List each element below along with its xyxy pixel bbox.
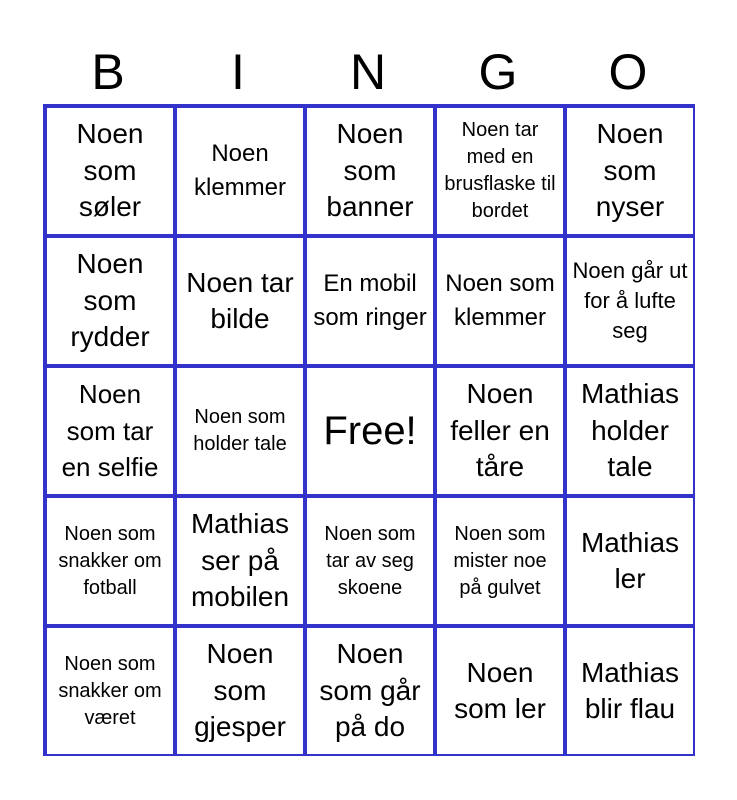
bingo-cell-label: Noen som søler — [76, 118, 144, 223]
bingo-cell-label: Noen som snakker om fotball — [58, 522, 162, 599]
bingo-cell[interactable] — [45, 626, 175, 756]
bingo-cell[interactable] — [45, 366, 175, 496]
bingo-cell[interactable] — [45, 236, 175, 366]
bingo-cell-label: Noen som rydder — [70, 248, 150, 353]
bingo-cell[interactable] — [435, 366, 565, 496]
bingo-cell[interactable] — [45, 106, 175, 236]
bingo-cell[interactable] — [435, 496, 565, 626]
bingo-cell[interactable] — [305, 106, 435, 236]
bingo-cell-label: Noen tar bilde — [186, 266, 294, 334]
bingo-cell-label: Noen som snakker om været — [58, 652, 162, 729]
bingo-cell[interactable] — [45, 496, 175, 626]
bingo-cell-label: Noen som klemmer — [445, 270, 555, 331]
bingo-cell[interactable] — [565, 106, 695, 236]
bingo-cell-label: En mobil som ringer — [313, 270, 427, 331]
bingo-cell-label: Noen tar med en brusflaske til bordet — [444, 119, 556, 222]
header-letter-n: N — [349, 44, 387, 100]
header-letter-g: G — [478, 44, 518, 100]
bingo-cell-label: Mathias ler — [580, 526, 680, 594]
bingo-cell[interactable] — [305, 236, 435, 366]
bingo-cell-label: Free! — [323, 409, 417, 453]
bingo-cell-label: Noen klemmer — [193, 140, 286, 201]
header-letter-i: I — [231, 44, 245, 100]
free-cell[interactable] — [305, 366, 435, 496]
bingo-cell[interactable] — [565, 496, 695, 626]
bingo-cell-label: Mathias ser på mobilen — [190, 508, 290, 613]
bingo-cell[interactable] — [305, 626, 435, 756]
bingo-cell[interactable] — [565, 236, 695, 366]
bingo-cell-label: Noen som ler — [454, 656, 546, 724]
bingo-cell[interactable] — [435, 236, 565, 366]
bingo-cell-label: Mathias holder tale — [580, 378, 680, 483]
bingo-cell[interactable] — [175, 626, 305, 756]
bingo-header — [43, 40, 695, 104]
bingo-cell[interactable] — [175, 496, 305, 626]
bingo-cell-label: Noen går ut for å lufte seg — [572, 258, 688, 343]
bingo-cell[interactable] — [435, 626, 565, 756]
header-letter-b: B — [91, 44, 125, 100]
bingo-cell-label: Noen som mister noe på gulvet — [453, 522, 547, 599]
bingo-cell[interactable] — [565, 366, 695, 496]
bingo-cell[interactable] — [565, 626, 695, 756]
bingo-cell[interactable] — [435, 106, 565, 236]
bingo-cell[interactable] — [175, 236, 305, 366]
bingo-cell-label: Noen som banner — [326, 118, 414, 223]
bingo-cell-label: Noen feller en tåre — [450, 378, 550, 483]
bingo-cell-label: Noen som tar en selfie — [61, 379, 159, 483]
bingo-cell-label: Noen som tar av seg skoene — [324, 522, 416, 599]
bingo-cell-label: Noen som nyser — [595, 118, 665, 223]
bingo-cell-label: Noen som gjesper — [194, 638, 286, 743]
bingo-cell[interactable] — [175, 106, 305, 236]
bingo-cell-label: Noen som går på do — [319, 638, 421, 743]
bingo-cell[interactable] — [305, 496, 435, 626]
bingo-cell-label: Mathias blir flau — [580, 656, 680, 724]
header-letter-o: O — [608, 44, 648, 100]
bingo-grid — [43, 104, 695, 756]
bingo-cell[interactable] — [175, 366, 305, 496]
bingo-cell-label: Noen som holder tale — [193, 406, 287, 455]
